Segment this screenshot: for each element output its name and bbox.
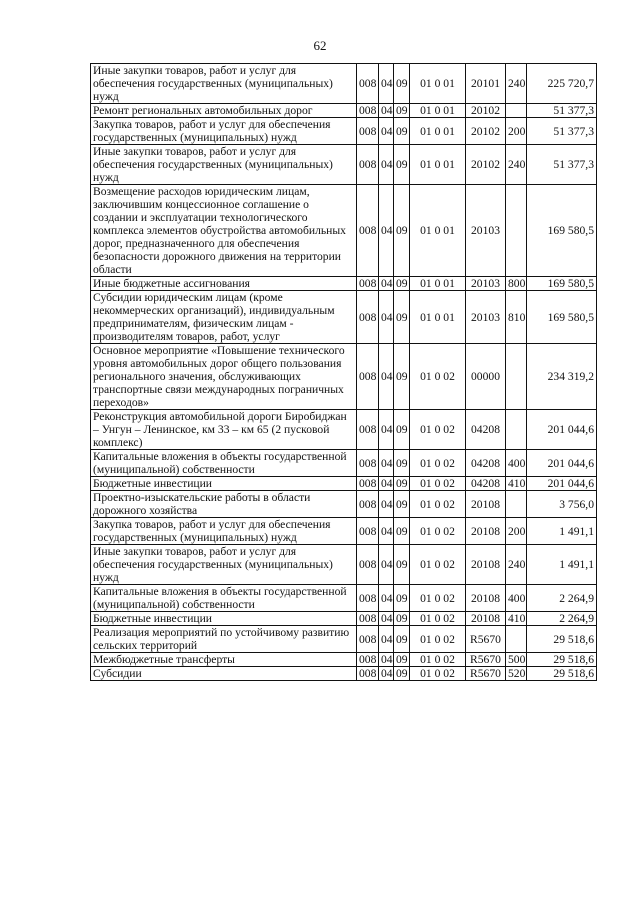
row-section-code: 04 [379,118,394,145]
row-target-item-code: 01 0 02 [410,653,466,667]
row-name: Основное мероприятие «Повышение технического уровня автомобильных дорог общего пользования регионального значения, обслуживающих транспортные связи международных пограничных переходов» [91,344,357,410]
row-subsection-code: 09 [394,545,410,585]
row-section-code: 04 [379,653,394,667]
row-amount: 225 720,7 [527,64,597,104]
row-name: Капитальные вложения в объекты государственной (муниципальной) собственности [91,450,357,477]
row-target-item-suffix: 20101 [466,64,506,104]
page-number: 62 [313,38,327,53]
table-row [91,667,597,681]
row-name: Межбюджетные трансферты [91,653,357,667]
row-name: Капитальные вложения в объекты государственной (муниципальной) собственности [91,585,357,612]
row-amount: 29 518,6 [527,626,597,653]
row-expense-type-code: 800 [506,277,527,291]
row-amount: 169 580,5 [527,277,597,291]
row-department-code: 008 [357,518,379,545]
row-department-code: 008 [357,491,379,518]
row-section-code: 04 [379,277,394,291]
row-department-code: 008 [357,545,379,585]
row-amount: 2 264,9 [527,612,597,626]
row-subsection-code: 09 [394,185,410,277]
row-target-item-suffix: R5670 [466,653,506,667]
row-department-code: 008 [357,145,379,185]
row-expense-type-code [506,104,527,118]
row-expense-type-code: 200 [506,118,527,145]
table-row [91,612,597,626]
row-subsection-code: 09 [394,291,410,344]
row-expense-type-code: 520 [506,667,527,681]
row-target-item-suffix: 20108 [466,612,506,626]
row-subsection-code: 09 [394,104,410,118]
row-target-item-code: 01 0 01 [410,145,466,185]
row-department-code: 008 [357,585,379,612]
row-expense-type-code [506,185,527,277]
row-expense-type-code: 410 [506,612,527,626]
row-target-item-suffix: 00000 [466,344,506,410]
row-amount: 51 377,3 [527,145,597,185]
table-row [91,477,597,491]
row-name: Реконструкция автомобильной дороги Биробиджан – Унгун – Ленинское, км 33 – км 65 (2 пусковой комплекс) [91,410,357,450]
row-expense-type-code: 410 [506,477,527,491]
row-subsection-code: 09 [394,118,410,145]
row-section-code: 04 [379,145,394,185]
row-amount: 201 044,6 [527,450,597,477]
row-expense-type-code: 500 [506,653,527,667]
row-target-item-suffix: 20102 [466,145,506,185]
row-expense-type-code: 200 [506,518,527,545]
row-expense-type-code: 400 [506,450,527,477]
row-expense-type-code: 240 [506,64,527,104]
row-target-item-code: 01 0 01 [410,185,466,277]
row-subsection-code: 09 [394,344,410,410]
row-section-code: 04 [379,477,394,491]
row-name: Закупка товаров, работ и услуг для обеспечения государственных (муниципальных) нужд [91,118,357,145]
row-subsection-code: 09 [394,450,410,477]
row-department-code: 008 [357,277,379,291]
row-amount: 201 044,6 [527,477,597,491]
row-target-item-code: 01 0 01 [410,277,466,291]
row-amount: 234 319,2 [527,344,597,410]
row-expense-type-code [506,410,527,450]
row-target-item-suffix: 04208 [466,410,506,450]
row-name: Иные закупки товаров, работ и услуг для обеспечения государственных (муниципальных) нужд [91,145,357,185]
row-target-item-suffix: R5670 [466,667,506,681]
row-section-code: 04 [379,185,394,277]
table-row [91,518,597,545]
row-name: Бюджетные инвестиции [91,612,357,626]
row-amount: 1 491,1 [527,518,597,545]
row-target-item-code: 01 0 01 [410,291,466,344]
row-expense-type-code: 240 [506,145,527,185]
table-row [91,291,597,344]
row-target-item-code: 01 0 02 [410,612,466,626]
row-department-code: 008 [357,612,379,626]
table-row [91,626,597,653]
row-target-item-code: 01 0 02 [410,491,466,518]
row-expense-type-code [506,344,527,410]
row-target-item-suffix: 20103 [466,277,506,291]
row-amount: 2 264,9 [527,585,597,612]
table-row [91,344,597,410]
row-section-code: 04 [379,545,394,585]
row-subsection-code: 09 [394,491,410,518]
row-section-code: 04 [379,64,394,104]
row-target-item-code: 01 0 01 [410,104,466,118]
row-target-item-code: 01 0 02 [410,545,466,585]
row-expense-type-code [506,626,527,653]
row-target-item-suffix: 20103 [466,185,506,277]
row-name: Иные закупки товаров, работ и услуг для обеспечения государственных (муниципальных) нужд [91,545,357,585]
row-name: Реализация мероприятий по устойчивому развитию сельских территорий [91,626,357,653]
table-row [91,104,597,118]
row-target-item-suffix: 20102 [466,104,506,118]
row-amount: 201 044,6 [527,410,597,450]
row-amount: 51 377,3 [527,118,597,145]
row-section-code: 04 [379,626,394,653]
row-department-code: 008 [357,477,379,491]
row-amount: 169 580,5 [527,291,597,344]
row-department-code: 008 [357,626,379,653]
row-subsection-code: 09 [394,277,410,291]
row-subsection-code: 09 [394,612,410,626]
row-target-item-code: 01 0 02 [410,410,466,450]
row-target-item-code: 01 0 02 [410,518,466,545]
table-row [91,145,597,185]
row-target-item-suffix: 04208 [466,477,506,491]
table-row [91,185,597,277]
row-section-code: 04 [379,585,394,612]
row-target-item-code: 01 0 02 [410,344,466,410]
row-department-code: 008 [357,410,379,450]
row-target-item-code: 01 0 01 [410,118,466,145]
row-department-code: 008 [357,104,379,118]
row-section-code: 04 [379,344,394,410]
row-name: Возмещение расходов юридическим лицам, заключившим концессионное соглашение о создании и эксплуатации технологического комплекса элементов обустройства автомобильных дорог, предназначенного для обеспечения безопасности дорожного движения на территории области [91,185,357,277]
row-department-code: 008 [357,667,379,681]
row-department-code: 008 [357,653,379,667]
row-section-code: 04 [379,104,394,118]
row-amount: 29 518,6 [527,653,597,667]
row-subsection-code: 09 [394,667,410,681]
row-target-item-code: 01 0 02 [410,667,466,681]
table-row [91,545,597,585]
row-department-code: 008 [357,344,379,410]
row-expense-type-code: 400 [506,585,527,612]
row-target-item-suffix: 04208 [466,450,506,477]
table-row [91,64,597,104]
row-department-code: 008 [357,291,379,344]
row-subsection-code: 09 [394,64,410,104]
row-name: Закупка товаров, работ и услуг для обеспечения государственных (муниципальных) нужд [91,518,357,545]
table-body [91,64,597,681]
row-name: Бюджетные инвестиции [91,477,357,491]
row-subsection-code: 09 [394,477,410,491]
row-target-item-suffix: 20108 [466,545,506,585]
row-target-item-code: 01 0 02 [410,626,466,653]
row-subsection-code: 09 [394,653,410,667]
row-expense-type-code: 240 [506,545,527,585]
row-amount: 29 518,6 [527,667,597,681]
table-row [91,491,597,518]
row-amount: 3 756,0 [527,491,597,518]
row-section-code: 04 [379,491,394,518]
table-row [91,585,597,612]
row-department-code: 008 [357,185,379,277]
row-target-item-suffix: 20108 [466,491,506,518]
table-row [91,653,597,667]
row-name: Проектно-изыскательские работы в области дорожного хозяйства [91,491,357,518]
row-target-item-suffix: 20108 [466,518,506,545]
row-section-code: 04 [379,291,394,344]
row-amount: 51 377,3 [527,104,597,118]
row-target-item-suffix: 20108 [466,585,506,612]
table-row [91,277,597,291]
row-target-item-code: 01 0 02 [410,450,466,477]
row-name: Ремонт региональных автомобильных дорог [91,104,357,118]
row-target-item-suffix: R5670 [466,626,506,653]
row-target-item-code: 01 0 02 [410,477,466,491]
budget-table [90,63,597,681]
row-subsection-code: 09 [394,518,410,545]
row-name: Субсидии юридическим лицам (кроме некоммерческих организаций), индивидуальным предпринимателям, физическим лицам - производителям товаров, работ, услуг [91,291,357,344]
row-target-item-code: 01 0 01 [410,64,466,104]
table-row [91,118,597,145]
row-section-code: 04 [379,667,394,681]
row-section-code: 04 [379,612,394,626]
row-department-code: 008 [357,118,379,145]
row-name: Иные закупки товаров, работ и услуг для обеспечения государственных (муниципальных) нужд [91,64,357,104]
row-target-item-suffix: 20102 [466,118,506,145]
row-amount: 169 580,5 [527,185,597,277]
row-department-code: 008 [357,450,379,477]
row-subsection-code: 09 [394,626,410,653]
row-section-code: 04 [379,450,394,477]
row-subsection-code: 09 [394,410,410,450]
row-expense-type-code: 810 [506,291,527,344]
row-expense-type-code [506,491,527,518]
row-name: Иные бюджетные ассигнования [91,277,357,291]
row-section-code: 04 [379,410,394,450]
row-department-code: 008 [357,64,379,104]
row-target-item-code: 01 0 02 [410,585,466,612]
row-target-item-suffix: 20103 [466,291,506,344]
row-section-code: 04 [379,518,394,545]
table-row [91,450,597,477]
row-amount: 1 491,1 [527,545,597,585]
table-row [91,410,597,450]
row-subsection-code: 09 [394,145,410,185]
row-subsection-code: 09 [394,585,410,612]
row-name: Субсидии [91,667,357,681]
